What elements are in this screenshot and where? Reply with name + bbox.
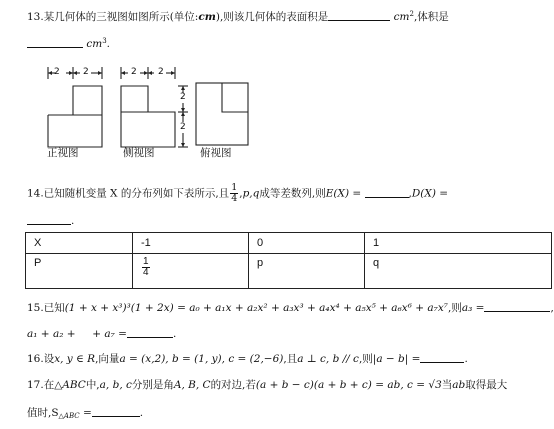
caption-top-view: 俯视图 [200, 147, 232, 159]
q14-line1: 14.已知随机变量 X 的分布列如下表所示,且 $\frac{1}{4}$ ,p,q成等差数列,则E(X) = ,D(X) = [27, 182, 449, 204]
distribution-table [25, 232, 552, 289]
q16-line: 16.设x, y ∈ R,向量a = (x,2), b = (1, y), c = (2,−6),且a ⊥ c, b // c,则|a − b| = . [27, 353, 468, 365]
table-row [26, 254, 552, 289]
top-view [196, 83, 248, 145]
q15-line1: 15.已知(1 + x + x³)³(1 + 2x) = a₀ + a₁x + a₂x² + a₃x³ + a₄x⁴ + a₅x⁵ + a₆x⁶ + a₇x⁷,则a₃ = , [27, 302, 554, 314]
table-cell: q [365, 254, 552, 289]
q16-blank[interactable] [420, 351, 464, 363]
q13-volume-blank[interactable] [27, 36, 83, 48]
q14-expectation-blank[interactable] [365, 186, 409, 198]
q17-line1: 17.在△ABC中,a, b, c分别是角A, B, C的对边,若(a + b − c)(a + b + c) = ab, c = √3当ab取得最大 [27, 379, 508, 391]
table-cell: 0 [249, 233, 365, 254]
q15-sum-blank[interactable] [127, 326, 173, 338]
table-cell: X [26, 233, 133, 254]
q13-line1: 13.某几何体的三视图如图所示(单位:cm),则该几何体的表面积是 $cm^2$,体积是 [27, 10, 449, 23]
q17-blank[interactable] [92, 405, 140, 417]
dim-label: 2 [83, 67, 89, 77]
table-cell: p [249, 254, 365, 289]
dim-label: 2 [158, 67, 164, 77]
side-view [121, 67, 188, 147]
dim-label: 2 [180, 92, 186, 102]
q13-area-blank[interactable] [328, 9, 390, 21]
caption-side-view: 侧视图 [123, 147, 155, 159]
q14-line2: . [27, 213, 74, 228]
caption-front-view: 正视图 [47, 147, 79, 159]
q15-line2: a₁ + a₂ + + a₇ = . [27, 328, 177, 340]
q14-variance-blank[interactable] [27, 213, 71, 225]
q15-a3-blank[interactable] [484, 300, 550, 312]
q17-line2: 值时$,S_{\triangle ABC}$ = . [27, 407, 144, 420]
dim-label: 2 [54, 67, 60, 77]
front-view [48, 67, 102, 147]
table-cell: 1 [365, 233, 552, 254]
dim-label: 2 [180, 122, 186, 132]
table-cell: $\frac{1}{4}$ [133, 254, 249, 289]
table-cell: -1 [133, 233, 249, 254]
table-cell: P [26, 254, 133, 289]
table-row [26, 233, 552, 254]
fraction-one-quarter: $\frac{1}{4}$ [231, 182, 238, 204]
dim-label: 2 [131, 67, 137, 77]
q13-line2: $cm^3$. [27, 36, 110, 51]
